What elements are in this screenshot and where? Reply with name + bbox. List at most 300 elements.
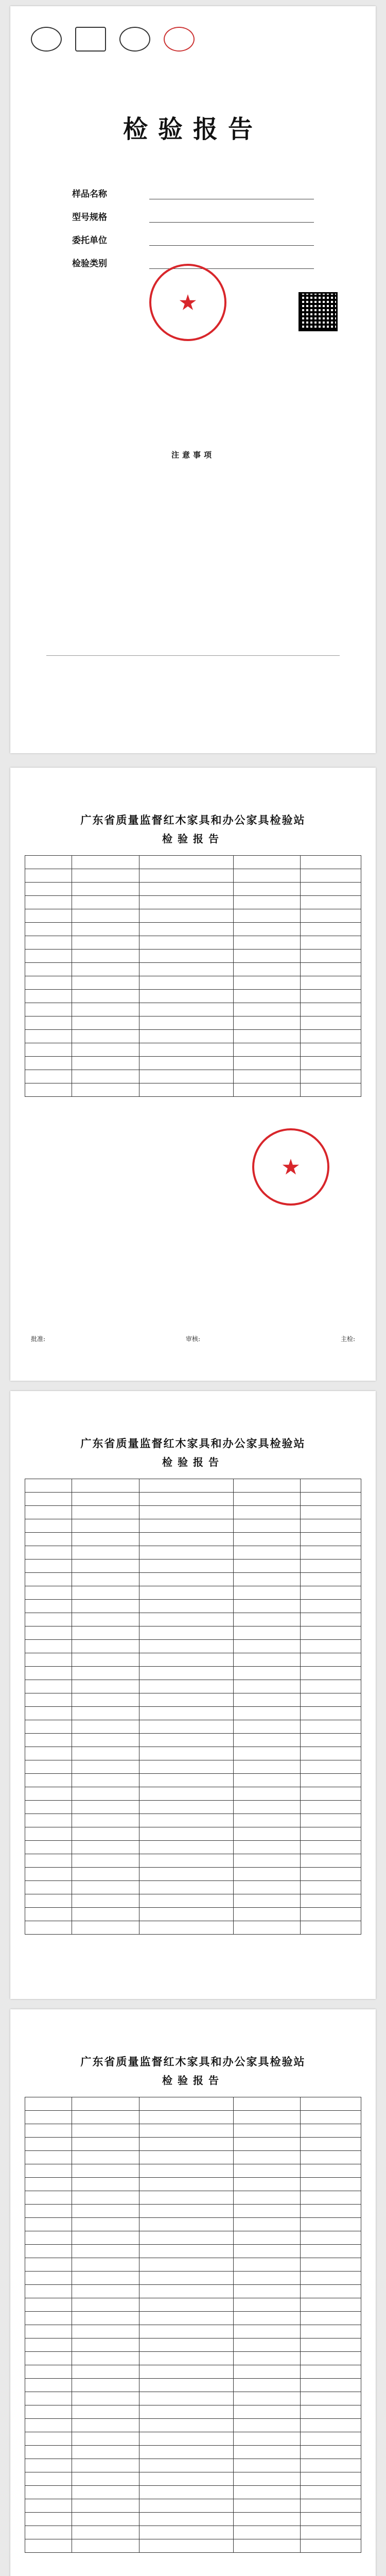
table-cell	[301, 2352, 361, 2365]
table-cell	[139, 2513, 234, 2526]
table-cell	[233, 1680, 301, 1693]
table-cell	[25, 1747, 72, 1760]
table-cell	[139, 2138, 234, 2151]
table-cell	[233, 1070, 301, 1083]
table-cell	[139, 2258, 234, 2272]
table-cell	[233, 856, 301, 869]
table-cell	[301, 2365, 361, 2379]
table-cell	[25, 1640, 72, 1653]
table-cell	[25, 923, 72, 936]
table-cell	[233, 1841, 301, 1854]
table-cell	[25, 1057, 72, 1070]
table-row	[25, 923, 361, 936]
table-cell	[233, 2352, 301, 2365]
table-row	[25, 976, 361, 990]
official-seal	[252, 1128, 329, 1206]
table-row	[25, 2178, 361, 2191]
table-cell	[25, 1030, 72, 1043]
table-cell	[72, 1747, 139, 1760]
table-row	[25, 1814, 361, 1827]
organization-name: 广东省质量监督红木家具和办公家具检验站	[80, 814, 306, 826]
table-cell	[233, 1653, 301, 1667]
table-row	[25, 2164, 361, 2178]
table-cell	[72, 2405, 139, 2419]
table-cell	[139, 1841, 234, 1854]
table-cell	[233, 1760, 301, 1774]
table-cell	[301, 1493, 361, 1506]
table-cell	[139, 1881, 234, 1894]
table-row	[25, 1760, 361, 1774]
table-cell	[25, 2191, 72, 2205]
table-cell	[301, 2218, 361, 2231]
table-cell	[25, 1854, 72, 1868]
qr-code	[299, 292, 338, 331]
table-cell	[25, 2419, 72, 2432]
table-cell	[233, 896, 301, 909]
table-row	[25, 2231, 361, 2245]
table-cell	[25, 2392, 72, 2405]
table-cell	[72, 1707, 139, 1720]
table-cell	[72, 1814, 139, 1827]
table-cell	[72, 2138, 139, 2151]
table-row	[25, 2459, 361, 2472]
table-cell	[25, 896, 72, 909]
table-cell	[72, 1921, 139, 1935]
table-row	[25, 2285, 361, 2298]
table-cell	[72, 2205, 139, 2218]
table-row	[25, 909, 361, 923]
table-cell	[233, 2405, 301, 2419]
table-cell	[139, 2285, 234, 2298]
report-title: 检验报告	[122, 115, 263, 144]
table-cell	[301, 2446, 361, 2459]
table-cell	[301, 1841, 361, 1854]
table-cell	[25, 950, 72, 963]
table-cell	[25, 1519, 72, 1533]
table-cell	[25, 2539, 72, 2553]
table-cell	[233, 1921, 301, 1935]
table-cell	[301, 1573, 361, 1586]
table-cell	[301, 856, 361, 869]
table-cell	[72, 1827, 139, 1841]
table-cell	[139, 1707, 234, 1720]
table-cell	[139, 936, 234, 950]
table-cell	[233, 2298, 301, 2312]
table-row	[25, 1868, 361, 1881]
table-cell	[233, 2379, 301, 2392]
table-cell	[72, 1586, 139, 1600]
table-cell	[301, 909, 361, 923]
table-cell	[233, 2526, 301, 2539]
table-cell	[72, 1533, 139, 1546]
table-cell	[233, 1479, 301, 1493]
institution-contact-info	[46, 655, 340, 661]
table-row	[25, 896, 361, 909]
table-cell	[139, 2325, 234, 2338]
table-cell	[139, 1894, 234, 1908]
table-cell	[233, 1600, 301, 1613]
table-cell	[301, 1586, 361, 1600]
table-cell	[139, 856, 234, 869]
table-cell	[233, 950, 301, 963]
table-cell	[233, 883, 301, 896]
table-cell	[301, 1854, 361, 1868]
table-cell	[72, 1083, 139, 1097]
table-cell	[233, 1814, 301, 1827]
table-cell	[233, 2365, 301, 2379]
table-cell	[25, 2499, 72, 2513]
table-cell	[72, 1908, 139, 1921]
table-cell	[233, 1533, 301, 1546]
table-cell	[301, 2472, 361, 2486]
table-cell	[25, 1667, 72, 1680]
table-row	[25, 1667, 361, 1680]
table-cell	[301, 1868, 361, 1881]
table-row	[25, 2124, 361, 2138]
table-cell	[139, 2499, 234, 2513]
table-cell	[139, 1854, 234, 1868]
table-cell	[72, 2419, 139, 2432]
table-cell	[72, 2486, 139, 2499]
table-cell	[72, 1479, 139, 1493]
table-row	[25, 2151, 361, 2164]
table-cell	[25, 2151, 72, 2164]
table-cell	[233, 936, 301, 950]
table-row	[25, 1774, 361, 1787]
table-row	[25, 2272, 361, 2285]
table-cell	[301, 2392, 361, 2405]
table-cell	[233, 1586, 301, 1600]
sample-name-label: 样品名称	[72, 189, 107, 199]
table-cell	[139, 2124, 234, 2138]
table-cell	[25, 2405, 72, 2419]
table-cell	[301, 1720, 361, 1734]
table-cell	[72, 1693, 139, 1707]
table-cell	[233, 2124, 301, 2138]
table-cell	[301, 1043, 361, 1057]
table-cell	[233, 1640, 301, 1653]
table-cell	[301, 2272, 361, 2285]
table-cell	[301, 1070, 361, 1083]
table-cell	[233, 2338, 301, 2352]
table-cell	[139, 1533, 234, 1546]
table-cell	[301, 1613, 361, 1626]
sample-name-value	[149, 187, 314, 199]
table-cell	[139, 1693, 234, 1707]
table-cell	[25, 2446, 72, 2459]
table-cell	[72, 1720, 139, 1734]
table-cell	[72, 883, 139, 896]
table-row	[25, 1613, 361, 1626]
table-cell	[25, 1600, 72, 1613]
table-cell	[25, 2459, 72, 2472]
table-cell	[301, 2245, 361, 2258]
table-cell	[139, 1680, 234, 1693]
table-cell	[139, 1600, 234, 1613]
table-cell	[25, 990, 72, 1003]
table-cell	[25, 1533, 72, 1546]
table-cell	[233, 2513, 301, 2526]
table-cell	[25, 963, 72, 976]
table-cell	[25, 1881, 72, 1894]
table-cell	[72, 1573, 139, 1586]
table-row	[25, 1057, 361, 1070]
table-row	[25, 2486, 361, 2499]
table-cell	[139, 2164, 234, 2178]
table-cell	[301, 976, 361, 990]
table-cell	[233, 1667, 301, 1680]
table-cell	[139, 2459, 234, 2472]
table-cell	[233, 1043, 301, 1057]
table-cell	[233, 2205, 301, 2218]
table-cell	[301, 2298, 361, 2312]
table-cell	[233, 1693, 301, 1707]
table-cell	[25, 883, 72, 896]
table-cell	[139, 1083, 234, 1097]
table-cell	[233, 2258, 301, 2272]
table-cell	[25, 1908, 72, 1921]
table-cell	[139, 1573, 234, 1586]
table-cell	[139, 869, 234, 883]
table-cell	[233, 1057, 301, 1070]
table-cell	[233, 1787, 301, 1801]
table-cell	[25, 909, 72, 923]
table-cell	[233, 1881, 301, 1894]
table-cell	[301, 2432, 361, 2446]
table-cell	[72, 2191, 139, 2205]
table-cell	[233, 2285, 301, 2298]
table-cell	[72, 2245, 139, 2258]
table-cell	[72, 1003, 139, 1016]
table-row	[25, 1083, 361, 1097]
table-cell	[233, 1016, 301, 1030]
table-cell	[233, 1747, 301, 1760]
table-cell	[301, 2097, 361, 2111]
table-cell	[139, 1043, 234, 1057]
table-cell	[301, 1546, 361, 1560]
table-cell	[72, 1560, 139, 1573]
table-cell	[139, 1653, 234, 1667]
table-cell	[233, 1908, 301, 1921]
table-row	[25, 1881, 361, 1894]
table-cell	[72, 1043, 139, 1057]
table-row	[25, 950, 361, 963]
table-cell	[25, 1560, 72, 1573]
table-cell	[25, 2178, 72, 2191]
table-cell	[25, 2526, 72, 2539]
table-cell	[139, 990, 234, 1003]
table-cell	[25, 1680, 72, 1693]
table-cell	[139, 2472, 234, 2486]
table-cell	[301, 2405, 361, 2419]
table-cell	[25, 1787, 72, 1801]
table-cell	[72, 1016, 139, 1030]
table-cell	[301, 1519, 361, 1533]
table-cell	[72, 950, 139, 963]
table-cell	[233, 2312, 301, 2325]
table-cell	[25, 2513, 72, 2526]
table-cell	[233, 1546, 301, 1560]
table-cell	[72, 2231, 139, 2245]
table-cell	[25, 2312, 72, 2325]
official-seal	[149, 264, 226, 341]
organization-name: 广东省质量监督红木家具和办公家具检验站	[80, 1437, 306, 1450]
test-results-table	[25, 2097, 361, 2553]
table-cell	[233, 2432, 301, 2446]
table-cell	[25, 2432, 72, 2446]
table-cell	[139, 2151, 234, 2164]
table-cell	[233, 869, 301, 883]
table-cell	[233, 2472, 301, 2486]
table-cell	[72, 909, 139, 923]
table-cell	[139, 963, 234, 976]
table-row	[25, 1493, 361, 1506]
ilac-logo	[119, 27, 150, 52]
table-cell	[72, 1600, 139, 1613]
accreditation-logos	[31, 27, 355, 52]
table-cell	[72, 1894, 139, 1908]
table-row	[25, 2472, 361, 2486]
table-cell	[301, 2325, 361, 2338]
model-field	[72, 210, 314, 223]
table-row	[25, 1841, 361, 1854]
table-cell	[25, 2338, 72, 2352]
table-cell	[139, 2231, 234, 2245]
table-cell	[301, 1774, 361, 1787]
table-cell	[301, 2191, 361, 2205]
table-cell	[139, 1868, 234, 1881]
table-cell	[72, 2178, 139, 2191]
report-page-3	[10, 1391, 376, 1999]
table-cell	[233, 1083, 301, 1097]
table-cell	[72, 2218, 139, 2231]
table-row	[25, 2245, 361, 2258]
table-row	[25, 1043, 361, 1057]
table-cell	[139, 2539, 234, 2553]
table-row	[25, 1827, 361, 1841]
table-cell	[25, 2298, 72, 2312]
table-cell	[25, 1070, 72, 1083]
table-cell	[139, 923, 234, 936]
table-cell	[233, 2231, 301, 2245]
table-row	[25, 1479, 361, 1493]
table-cell	[72, 2151, 139, 2164]
table-row	[25, 1533, 361, 1546]
table-row	[25, 2432, 361, 2446]
table-cell	[233, 2164, 301, 2178]
table-row	[25, 1680, 361, 1693]
sample-info-table	[25, 855, 361, 1097]
table-row	[25, 2379, 361, 2392]
table-cell	[301, 1479, 361, 1493]
table-cell	[25, 1760, 72, 1774]
table-cell	[301, 990, 361, 1003]
table-cell	[301, 1653, 361, 1667]
table-cell	[301, 2164, 361, 2178]
table-cell	[72, 2298, 139, 2312]
table-cell	[301, 923, 361, 936]
table-cell	[25, 2205, 72, 2218]
table-cell	[25, 1493, 72, 1506]
table-cell	[301, 2513, 361, 2526]
table-cell	[72, 2164, 139, 2178]
table-cell	[72, 2459, 139, 2472]
table-cell	[72, 1653, 139, 1667]
table-cell	[139, 2379, 234, 2392]
table-cell	[301, 1560, 361, 1573]
table-cell	[25, 2111, 72, 2124]
table-cell	[301, 1814, 361, 1827]
report-heading: 检验报告	[162, 1456, 224, 1468]
table-cell	[233, 2459, 301, 2472]
table-cell	[72, 1030, 139, 1043]
table-cell	[301, 963, 361, 976]
table-cell	[233, 1720, 301, 1734]
table-cell	[301, 1083, 361, 1097]
table-cell	[72, 2472, 139, 2486]
table-cell	[139, 1546, 234, 1560]
table-cell	[72, 2379, 139, 2392]
table-cell	[72, 1774, 139, 1787]
table-cell	[233, 923, 301, 936]
table-cell	[139, 2272, 234, 2285]
table-cell	[139, 1506, 234, 1519]
table-cell	[139, 896, 234, 909]
table-cell	[301, 1680, 361, 1693]
table-cell	[233, 1613, 301, 1626]
table-cell	[301, 2124, 361, 2138]
table-row	[25, 2312, 361, 2325]
table-cell	[72, 2539, 139, 2553]
table-cell	[25, 1720, 72, 1734]
table-cell	[25, 1814, 72, 1827]
table-cell	[72, 856, 139, 869]
table-cell	[139, 1586, 234, 1600]
client-field	[72, 233, 314, 246]
table-cell	[72, 869, 139, 883]
table-row	[25, 1626, 361, 1640]
table-cell	[72, 2285, 139, 2298]
table-row	[25, 1653, 361, 1667]
table-cell	[25, 2164, 72, 2178]
table-cell	[25, 1801, 72, 1814]
table-cell	[301, 1921, 361, 1935]
table-cell	[139, 1667, 234, 1680]
table-cell	[139, 1493, 234, 1506]
cma-logo	[31, 27, 62, 52]
model-value	[149, 210, 314, 223]
table-cell	[25, 2486, 72, 2499]
table-cell	[233, 2486, 301, 2499]
report-page-2	[10, 768, 376, 1381]
table-row	[25, 1573, 361, 1586]
table-cell	[25, 2365, 72, 2379]
table-cell	[72, 1881, 139, 1894]
table-cell	[233, 976, 301, 990]
table-cell	[233, 1030, 301, 1043]
table-cell	[72, 1070, 139, 1083]
table-cell	[233, 2218, 301, 2231]
table-cell	[301, 2285, 361, 2298]
table-cell	[139, 1814, 234, 1827]
table-cell	[139, 1519, 234, 1533]
table-cell	[301, 2539, 361, 2553]
table-cell	[301, 1667, 361, 1680]
table-cell	[72, 1057, 139, 1070]
table-row	[25, 2325, 361, 2338]
table-row	[25, 2419, 361, 2432]
table-cell	[72, 2272, 139, 2285]
